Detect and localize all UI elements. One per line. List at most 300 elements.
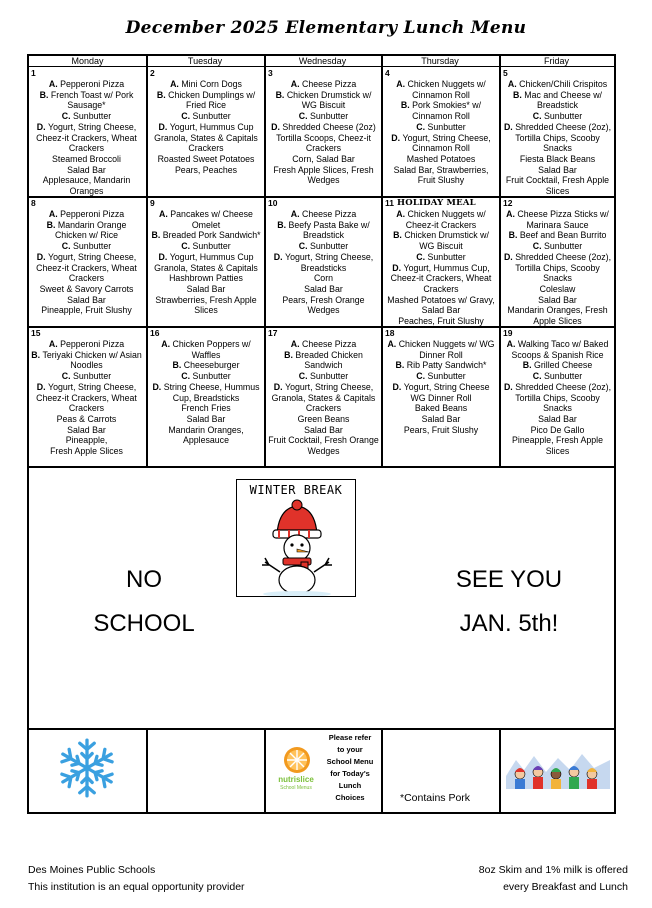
menu-item (268, 382, 379, 414)
menu-item (150, 295, 262, 316)
no-school-line: SCHOOL (93, 610, 195, 637)
menu-option-text: Steamed Broccoli (52, 153, 121, 164)
menu-option-text: Salad Bar (304, 424, 343, 435)
day-cell-9 (148, 198, 264, 326)
menu-item (385, 165, 497, 186)
menu-option-text: Chicken Poppers w/ Waffles (172, 339, 251, 360)
menu-option-text: Mandarin Oranges, Fresh Apple Slices (507, 305, 608, 326)
day-cell-8 (29, 198, 144, 326)
menu-item (31, 111, 142, 122)
menu-option-text: Cheese Pizza (301, 209, 357, 219)
column-divider (381, 728, 383, 812)
menu-item (31, 305, 142, 316)
orange-slice-icon (282, 745, 312, 775)
menu-option-text: Pepperoni Pizza (60, 79, 125, 89)
day-cell-3 (266, 68, 381, 196)
menu-option-text: Beef and Bean Burrito (519, 230, 607, 241)
menu-option-text: Sunbutter (544, 241, 583, 252)
menu-item (31, 435, 142, 446)
menu-option-text: Yogurt, Hummus Cup Granola, States & Capitals Crackers (154, 121, 258, 154)
day-cell-15 (29, 328, 144, 466)
menu-option-text: Sunbutter (73, 111, 112, 122)
refer-line: School Menu (326, 757, 374, 766)
footer-left-line: This institution is an equal opportunity provider (28, 881, 245, 893)
menu-option-text: Salad Bar (421, 413, 461, 424)
menu-items (385, 209, 497, 326)
menu-item (385, 316, 497, 326)
menu-option-letter: A. (506, 209, 518, 219)
day-number: 4 (385, 68, 390, 78)
day-number: 11 (385, 198, 394, 208)
menu-option-letter: B. (275, 89, 287, 100)
menu-option-letter: D. (158, 121, 170, 132)
menu-item (503, 154, 612, 165)
menu-item (268, 79, 379, 90)
refer-line: Please refer (328, 733, 372, 742)
menu-option-text: Yogurt, String Cheese WG Dinner Roll (403, 381, 490, 403)
menu-item (268, 339, 379, 350)
menu-option-text: Salad Bar (67, 424, 106, 435)
menu-item (150, 230, 262, 241)
menu-option-letter: A. (161, 339, 173, 349)
menu-option-text: Applesauce, Mandarin Oranges (42, 175, 131, 196)
menu-option-text: Chicken Drumstick w/ WG Biscuit (286, 89, 372, 111)
menu-items (150, 79, 262, 175)
menu-item (503, 241, 612, 252)
day-cell-18 (383, 328, 499, 466)
menu-item (268, 90, 379, 111)
menu-option-letter: B. (151, 230, 163, 241)
menu-option-text: Salad Bar (538, 164, 577, 175)
menu-item (268, 284, 379, 295)
menu-option-text: Cheese Pizza Sticks w/ Marinara Sauce (517, 209, 609, 230)
menu-option-text: Pepperoni Pizza (60, 209, 125, 219)
menu-items (31, 209, 142, 316)
menu-items (31, 339, 142, 457)
day-header-friday: Friday (499, 56, 614, 67)
menu-option-letter: C. (61, 241, 74, 252)
menu-option-letter: D. (503, 381, 516, 392)
menu-option-text: Yogurt, Hummus Cup Granola, States & Capitals (154, 251, 258, 273)
menu-item (503, 339, 612, 360)
menu-item (150, 252, 262, 273)
menu-option-letter: D. (391, 132, 403, 143)
menu-item (268, 241, 379, 252)
menu-item (503, 425, 612, 436)
day-header-monday: Monday (29, 56, 146, 67)
menu-option-text: Fruit Cocktail, Fresh Orange Wedges (268, 435, 379, 457)
day-cell-10 (266, 198, 381, 326)
menu-item (385, 295, 497, 316)
menu-option-letter: C. (298, 371, 311, 382)
footer-right-line: 8oz Skim and 1% milk is offered (478, 864, 628, 876)
menu-item (503, 305, 612, 326)
menu-option-letter: C. (181, 371, 193, 382)
menu-option-letter: D. (36, 121, 49, 132)
menu-item (268, 414, 379, 425)
menu-option-text: Mandarin Oranges, Applesauce (168, 424, 244, 446)
column-divider (499, 56, 501, 466)
menu-option-text: Strawberries, Fresh Apple Slices (155, 294, 257, 316)
menu-item (385, 230, 497, 251)
menu-option-text: Shredded Cheese (2oz), Tortilla Chips, Scooby Snacks (515, 251, 612, 284)
menu-option-letter: A. (507, 79, 520, 89)
menu-option-text: Breaded Chicken Sandwich (295, 349, 363, 371)
menu-option-text: Shredded Cheese (2oz) Tortilla Scoops, Cheez-it Crackers (276, 121, 376, 154)
nutrislice-wordmark: nutrislice (278, 775, 314, 784)
menu-option-text: Cheeseburger (183, 360, 240, 371)
menu-item (503, 252, 612, 284)
menu-option-text: Fiesta Black Beans (519, 153, 596, 164)
menu-item (31, 209, 142, 220)
menu-option-text: Sunbutter (310, 111, 349, 122)
menu-option-letter: B. (46, 219, 58, 230)
menu-items (150, 209, 262, 316)
menu-option-letter: A. (290, 209, 302, 219)
menu-item (150, 273, 262, 284)
winter-break-label: WINTER BREAK (249, 483, 343, 497)
menu-option-text: Sunbutter (192, 241, 231, 252)
menu-option-text: Pears, Peaches (174, 164, 238, 175)
menu-option-letter: C. (61, 111, 74, 122)
menu-item (503, 79, 612, 90)
menu-option-text: Mashed Potatoes w/ Gravy, Salad Bar (387, 294, 495, 316)
menu-item (31, 90, 142, 111)
menu-item (503, 175, 612, 196)
menu-option-letter: A. (48, 339, 61, 349)
menu-option-letter: B. (277, 219, 289, 230)
menu-option-text: Salad Bar (538, 294, 577, 305)
menu-item (268, 165, 379, 186)
menu-item (150, 122, 262, 154)
menu-option-letter: B. (522, 360, 535, 371)
menu-item (268, 425, 379, 436)
menu-option-text: Teriyaki Chicken w/ Asian Noodles (42, 349, 142, 371)
menu-option-letter: B. (393, 230, 405, 241)
kids-in-snow-icon (506, 746, 610, 796)
column-divider (146, 56, 148, 466)
refer-line: to your (337, 745, 363, 754)
menu-option-letter: C. (298, 241, 311, 252)
menu-option-text: Salad Bar (186, 413, 226, 424)
refer-line: for Today's (330, 769, 370, 778)
menu-option-text: Fruit Cocktail, Fresh Apple Slices (505, 175, 610, 196)
menu-item (31, 382, 142, 414)
menu-option-text: Corn (313, 273, 334, 284)
menu-option-letter: C. (181, 241, 193, 252)
no-school-line: NO (126, 566, 162, 593)
menu-item (31, 350, 142, 371)
nutrislice-subtext: School Menus (280, 785, 312, 791)
row-divider (29, 466, 614, 468)
menu-option-text: Corn, Salad Bar (292, 153, 355, 164)
menu-item (150, 90, 262, 111)
menu-item (503, 165, 612, 176)
menu-option-text: Yogurt, String Cheese, Cheez-it Crackers, Wheat Crackers (36, 381, 137, 414)
menu-items (503, 339, 612, 457)
menu-item (31, 414, 142, 425)
menu-option-letter: D. (158, 251, 170, 262)
menu-option-text: Yogurt, Hummus Cup, Cheez-it Crackers, Wheat Crackers (390, 262, 492, 294)
menu-option-letter: D. (503, 251, 516, 262)
menu-option-text: Salad Bar (67, 294, 106, 305)
menu-option-text: Cheese Pizza (301, 339, 357, 349)
day-number: 8 (31, 198, 36, 208)
menu-item (31, 339, 142, 350)
menu-item (150, 403, 262, 414)
menu-option-text: Fresh Apple Slices, Fresh Wedges (273, 164, 374, 186)
menu-option-letter: D. (271, 121, 283, 132)
menu-option-letter: B. (284, 349, 296, 360)
menu-item (385, 263, 497, 295)
menu-title: December 2025 Elementary Lunch Menu (125, 18, 527, 38)
menu-option-text: Salad Bar (538, 413, 577, 424)
menu-option-letter: A. (170, 79, 182, 89)
menu-item (31, 371, 142, 382)
menu-item (268, 111, 379, 122)
menu-option-text: Peaches, Fruit Slushy (398, 316, 484, 326)
refer-line: Choices (335, 793, 365, 802)
footer-right-line: every Breakfast and Lunch (503, 881, 628, 893)
menu-option-text: Sunbutter (310, 241, 349, 252)
menu-item (268, 122, 379, 154)
menu-item (385, 360, 497, 371)
menu-option-letter: C. (532, 111, 545, 122)
no-school-text (49, 558, 239, 646)
menu-option-text: Sunbutter (427, 251, 466, 262)
menu-option-text: Sunbutter (310, 371, 349, 382)
menu-option-text: Yogurt, String Cheese, Cheez-it Crackers, Wheat Crackers (36, 121, 137, 154)
menu-option-letter: B. (508, 230, 520, 241)
menu-item (268, 273, 379, 284)
menu-items (503, 79, 612, 196)
menu-item (150, 111, 262, 122)
menu-item (268, 252, 379, 273)
menu-option-text: Yogurt, String Cheese, Cinnamon Roll (402, 132, 491, 154)
menu-option-letter: A. (396, 209, 408, 219)
menu-option-text: Beefy Pasta Bake w/ Breadstick (288, 219, 370, 241)
menu-option-text: Hashbrown Patties (169, 273, 243, 284)
menu-items (385, 79, 497, 186)
menu-item (150, 414, 262, 425)
menu-item (150, 284, 262, 295)
menu-item (268, 435, 379, 456)
menu-item (385, 100, 497, 121)
menu-item (31, 154, 142, 165)
menu-option-text: Chicken Drumstick w/ WG Biscuit (404, 230, 489, 252)
menu-item (385, 425, 497, 436)
menu-item (268, 220, 379, 241)
menu-option-text: Sunbutter (544, 111, 583, 122)
menu-option-text: Pears, Fresh Orange Wedges (282, 294, 365, 316)
menu-item (385, 209, 497, 230)
menu-item (385, 339, 497, 360)
column-divider (499, 728, 501, 812)
menu-item (31, 446, 142, 457)
menu-item (31, 165, 142, 176)
menu-option-letter: A. (396, 79, 408, 89)
menu-option-letter: B. (513, 89, 525, 100)
menu-option-text: Pineapple, Fresh Apple Slices (512, 435, 603, 457)
menu-item (503, 435, 612, 456)
menu-item (385, 414, 497, 425)
menu-items (150, 339, 262, 446)
column-divider (264, 56, 266, 466)
day-number: 18 (385, 328, 395, 338)
menu-option-letter: D. (273, 251, 286, 262)
menu-items (31, 79, 142, 196)
menu-item (150, 339, 262, 360)
menu-option-text: Salad Bar (67, 164, 106, 175)
day-number: 17 (268, 328, 278, 338)
menu-item (503, 414, 612, 425)
menu-option-text: Chicken Dumplings w/ Fried Rice (168, 89, 256, 111)
menu-option-text: Yogurt, String Cheese, Breadsticks (285, 251, 374, 273)
menu-item (31, 252, 142, 284)
menu-option-text: Grilled Cheese (534, 360, 593, 371)
menu-option-letter: D. (392, 381, 404, 392)
menu-item (150, 382, 262, 403)
menu-option-letter: C. (181, 111, 193, 122)
menu-option-text: Chicken Nuggets w/ Cinnamon Roll (407, 79, 486, 100)
menu-items (268, 79, 379, 186)
menu-option-letter: C. (416, 251, 428, 262)
day-cell-16 (148, 328, 264, 466)
menu-option-letter: C. (298, 111, 311, 122)
menu-item (385, 133, 497, 154)
contains-pork-note: *Contains Pork (400, 792, 471, 804)
day-header-thursday: Thursday (381, 56, 499, 67)
menu-item (503, 295, 612, 306)
menu-item (385, 79, 497, 100)
menu-option-letter: D. (152, 381, 164, 392)
menu-item (150, 425, 262, 446)
column-divider (264, 728, 266, 812)
day-number: 3 (268, 68, 273, 78)
menu-item (503, 230, 612, 241)
menu-option-letter: C. (61, 371, 74, 382)
menu-item (385, 382, 497, 403)
menu-option-text: Peas & Carrots (56, 413, 117, 424)
day-cell-1 (29, 68, 144, 196)
menu-option-letter: D. (36, 251, 49, 262)
day-cell-12 (501, 198, 614, 326)
winter-break-graphic (236, 479, 356, 597)
menu-item (31, 220, 142, 241)
menu-option-text: String Cheese, Hummus Cup, Breadsticks (163, 381, 260, 403)
menu-option-text: Green Beans (297, 413, 350, 424)
row-divider (29, 326, 614, 328)
menu-option-letter: A. (290, 339, 302, 349)
menu-option-text: Breaded Pork Sandwich* (162, 230, 261, 241)
menu-option-letter: C. (416, 121, 428, 132)
menu-option-text: Sunbutter (73, 241, 112, 252)
menu-items (385, 339, 497, 435)
menu-option-letter: B. (31, 349, 43, 360)
day-cell-17 (266, 328, 381, 466)
menu-option-text: Sunbutter (427, 121, 466, 132)
menu-item (268, 209, 379, 220)
menu-option-text: Yogurt, String Cheese, Cheez-it Crackers, Wheat Crackers (36, 251, 137, 284)
menu-option-text: Chicken Nuggets w/ WG Dinner Roll (398, 339, 495, 360)
menu-option-letter: C. (416, 371, 428, 382)
menu-items (268, 209, 379, 316)
menu-item (385, 122, 497, 133)
menu-item (268, 371, 379, 382)
menu-item (31, 122, 142, 154)
menu-option-text: Pepperoni Pizza (60, 339, 125, 349)
day-header-tuesday: Tuesday (146, 56, 264, 67)
column-divider (146, 728, 148, 812)
menu-item (31, 425, 142, 436)
menu-option-letter: A. (159, 209, 171, 219)
menu-option-text: Roasted Sweet Potatoes (157, 153, 255, 164)
menu-item (31, 79, 142, 90)
menu-item (503, 360, 612, 371)
menu-item (385, 252, 497, 263)
menu-item (503, 371, 612, 382)
menu-item (31, 295, 142, 306)
day-cell-11 (383, 198, 499, 326)
footer-left (28, 862, 245, 896)
menu-option-letter: A. (48, 79, 61, 89)
menu-item (268, 350, 379, 371)
menu-option-letter: C. (532, 241, 545, 252)
menu-option-letter: A. (387, 339, 399, 349)
menu-item (385, 154, 497, 165)
refer-note (322, 732, 378, 804)
menu-option-text: Mac and Cheese w/ Breadstick (524, 89, 602, 111)
menu-option-text: Pineapple, (65, 435, 108, 446)
menu-option-letter: B. (172, 360, 184, 371)
menu-item (503, 111, 612, 122)
day-number: 19 (503, 328, 513, 338)
menu-calendar-grid (27, 54, 616, 814)
day-number: 2 (150, 68, 155, 78)
menu-item (150, 360, 262, 371)
menu-option-text: Rib Patty Sandwich* (406, 360, 487, 371)
menu-option-letter: D. (36, 381, 49, 392)
day-cell-4 (383, 68, 499, 196)
menu-option-text: Sunbutter (427, 371, 466, 382)
refer-line: Lunch (338, 781, 362, 790)
menu-option-text: Mini Corn Dogs (181, 79, 242, 89)
menu-option-text: Sunbutter (544, 371, 583, 382)
menu-option-letter: A. (290, 79, 302, 89)
menu-option-letter: B. (39, 89, 51, 100)
menu-option-text: Chicken/Chili Crispitos (519, 79, 608, 89)
menu-option-letter: B. (156, 89, 169, 100)
menu-option-text: Yogurt, String Cheese, Granola, States & Capitals Crackers (271, 381, 376, 414)
menu-option-text: Sunbutter (192, 111, 231, 122)
menu-option-text: Salad Bar, Strawberries, Fruit Slushy (393, 164, 489, 186)
menu-option-text: Shredded Cheese (2oz), Tortilla Chips, Scooby Snacks (515, 381, 612, 414)
menu-option-text: French Toast w/ Pork Sausage* (50, 89, 134, 111)
menu-option-letter: A. (48, 209, 61, 219)
menu-item (503, 122, 612, 154)
see-you-line: JAN. 5th! (459, 610, 559, 637)
menu-item (150, 371, 262, 382)
see-you-text (409, 558, 609, 646)
menu-item (268, 154, 379, 165)
snowman-icon (239, 498, 355, 596)
menu-option-text: Cheese Pizza (301, 79, 357, 89)
menu-option-letter: C. (532, 371, 545, 382)
menu-item (31, 284, 142, 295)
day-number: 5 (503, 68, 508, 78)
menu-option-text: Pork Smokies* w/ Cinnamon Roll (412, 100, 482, 122)
snowflake-icon (56, 737, 118, 799)
